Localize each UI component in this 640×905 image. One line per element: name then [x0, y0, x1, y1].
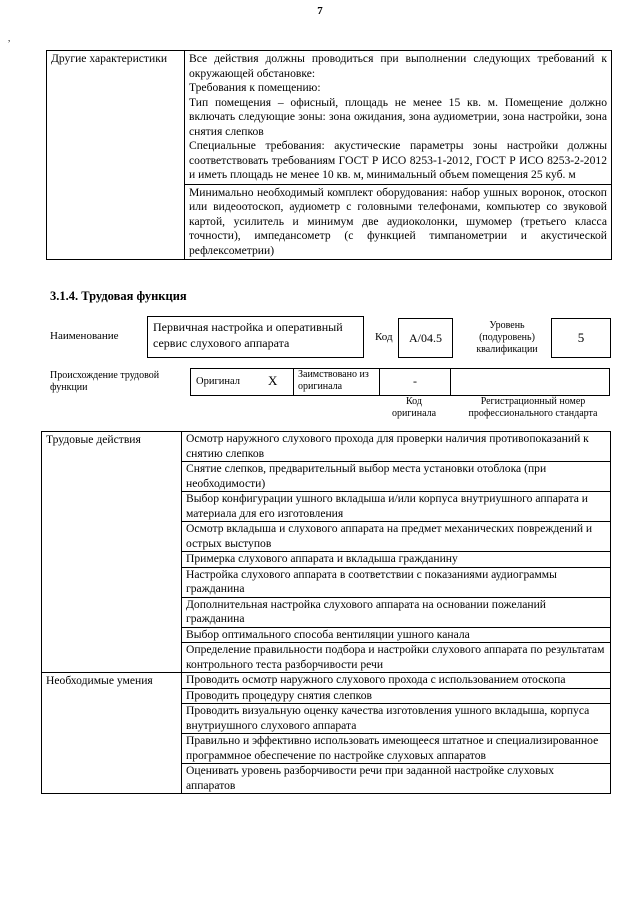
- code-value: A/04.5: [409, 331, 442, 345]
- env-paragraph: Все действия должны проводиться при выполнении следующих требований к окружающей обстановке:: [189, 52, 607, 80]
- level-box: [551, 318, 611, 358]
- labor-actions-label: Трудовые действия: [42, 432, 182, 673]
- name-label: Наименование: [50, 330, 119, 342]
- labor-action-item: Выбор оптимального способа вентиляции ушного канала: [182, 627, 611, 643]
- labor-action-item: Выбор конфигурации ушного вкладыша и/или корпуса внутриушного аппарата и материала для его изготовления: [182, 492, 611, 522]
- labor-function-table: [41, 431, 611, 794]
- skill-item: Проводить осмотр наружного слухового прохода с использованием отоскопа: [182, 673, 611, 689]
- env-paragraph: Специальные требования: акустические параметры зоны настройки должны соответствовать требованиям ГОСТ Р ИСО 8253-1-2012, ГОСТ Р ИСО 8253-2-2012 и иметь площадь не менее 10 кв. м, минимальный объем помещения 25 куб. м: [189, 139, 607, 181]
- borrowed-label: Заимствовано из оригинала: [298, 369, 369, 392]
- original-code-caption: Код оригинала: [391, 396, 437, 419]
- skill-item: Проводить визуальную оценку качества изготовления ушного вкладыша, корпуса внутриушного слухового аппарата: [182, 704, 611, 734]
- env-paragraph: Тип помещения – офисный, площадь не менее 15 кв. м. Помещение должно включать следующие зоны: зона ожидания, зона аудиометрии, зона настройки, зона снятия слепков: [189, 95, 607, 138]
- equipment-requirements: Минимально необходимый комплект оборудования: набор ушных воронок, отоскоп или видеоотоскоп, аудиометр с головными телефонами, компьютер со звуковой картой, усилитель и минимум две аудиоколонки, шумомер (третьего класса точности), импедансометр (с функцией тимпанометрии и акустической рефлексометрии): [185, 184, 612, 260]
- skill-item: Оценивать уровень разборчивости речи при заданной настройке слуховых аппаратов: [182, 764, 611, 794]
- labor-action-item: Осмотр вкладыша и слухового аппарата на предмет механических повреждений и острых выступов: [182, 522, 611, 552]
- original-code-value: -: [413, 374, 417, 388]
- original-mark: X: [268, 373, 278, 388]
- other-characteristics-table: [46, 50, 612, 260]
- regnum-caption: Регистрационный номер профессионального стандарта: [468, 396, 598, 419]
- code-label: Код: [375, 331, 393, 343]
- level-value: 5: [577, 330, 585, 345]
- level-label: Уровень (подуровень) квалификации: [476, 320, 538, 355]
- code-box: [398, 318, 453, 358]
- page-number: 7: [317, 5, 323, 17]
- labor-action-item: Дополнительная настройка слухового аппарата на основании пожеланий гражданина: [182, 597, 611, 627]
- labor-action-item: Осмотр наружного слухового прохода для проверки наличия противопоказаний к снятию слепков: [182, 432, 611, 462]
- labor-action-item: Определение правильности подбора и настройки слухового аппарата по результатам контрольного теста разборчивости речи: [182, 643, 611, 673]
- other-characteristics-label: Другие характеристики: [47, 51, 185, 260]
- original-label: Оригинал: [196, 376, 240, 387]
- function-name-box: [147, 316, 364, 358]
- function-name: Первичная настройка и оперативный сервис слухового аппарата: [153, 320, 343, 350]
- labor-action-item: Настройка слухового аппарата в соответствии с показаниями аудиограммы гражданина: [182, 567, 611, 597]
- environment-requirements: [185, 51, 612, 185]
- skill-item: Проводить процедуру снятия слепков: [182, 688, 611, 704]
- origin-label: Происхождение трудовой функции: [50, 370, 160, 393]
- env-paragraph: Требования к помещению:: [189, 81, 321, 94]
- skills-label: Необходимые умения: [42, 673, 182, 794]
- labor-action-item: Снятие слепков, предварительный выбор места установки отоблока (при необходимости): [182, 462, 611, 492]
- section-heading: 3.1.4. Трудовая функция: [50, 289, 187, 303]
- labor-action-item: Примерка слухового аппарата и вкладыша гражданину: [182, 552, 611, 568]
- margin-mark: ,: [8, 33, 11, 43]
- skill-item: Правильно и эффективно использовать имеющееся штатное и специализированное программное обеспечение по настройке слуховых аппаратов: [182, 734, 611, 764]
